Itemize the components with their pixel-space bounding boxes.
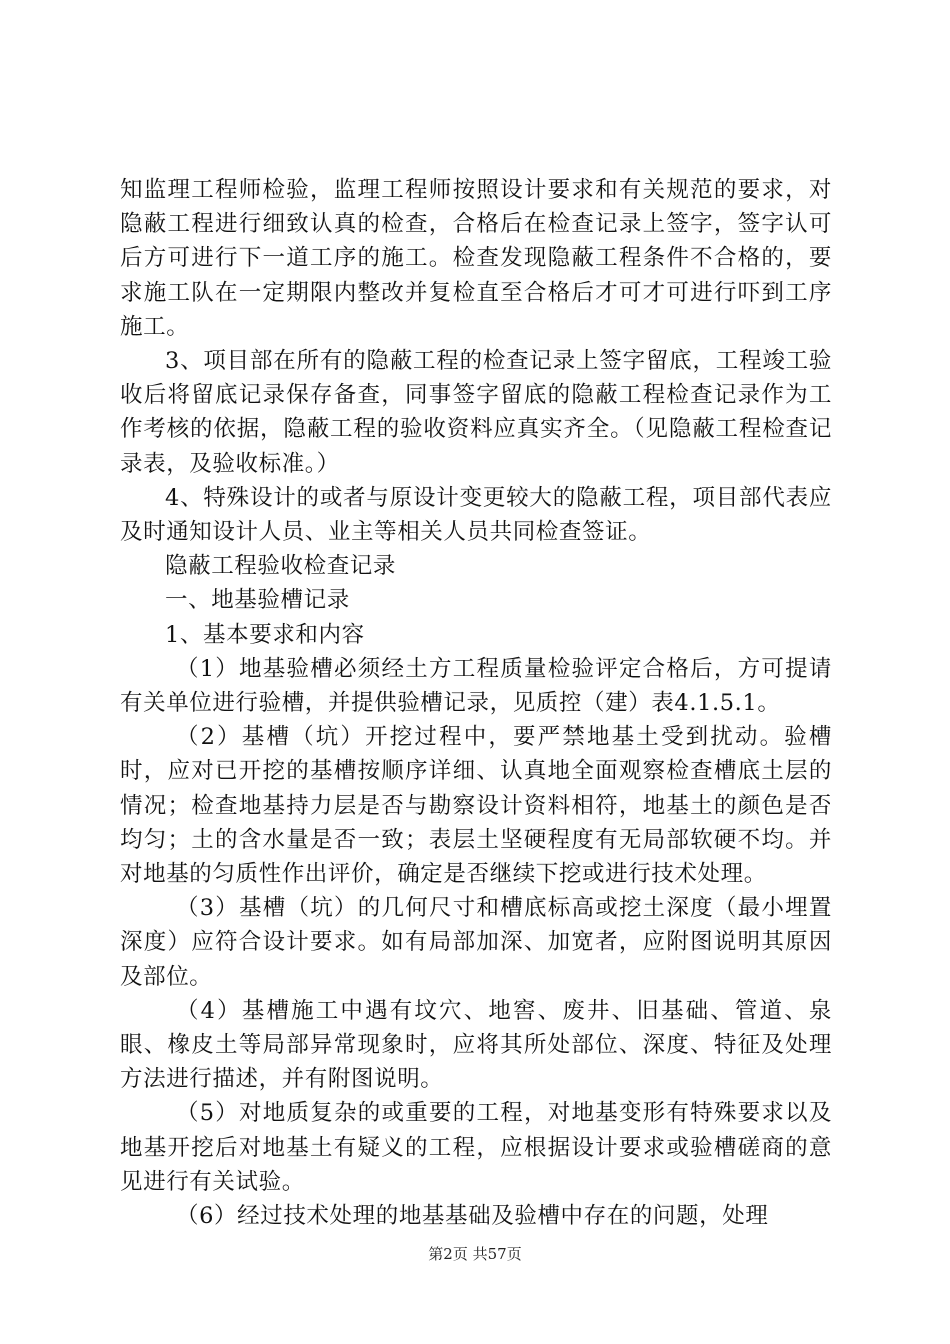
page-number-footer: 第2页 共57页 xyxy=(428,1245,522,1263)
paragraph-requirement-6: （6）经过技术处理的地基基础及验槽中存在的问题，处理 xyxy=(176,1203,769,1230)
paragraph-requirement-3: （3）基槽（坑）的几何尺寸和槽底标高或挖土深度（最小埋置深度）应符合设计要求。如有局部加深、加宽者，应附图说明其原因及部位。 xyxy=(120,895,832,990)
section-heading-concealed-work-record: 隐蔽工程验收检查记录 xyxy=(165,553,397,580)
document-body xyxy=(120,173,832,1233)
paragraph-requirement-5: （5）对地质复杂的或重要的工程，对地基变形有特殊要求以及地基开挖后对地基土有疑义的工程，应根据设计要求或验槽磋商的意见进行有关试验。 xyxy=(120,1100,832,1195)
section-heading-foundation-trench: 一、地基验槽记录 xyxy=(165,587,350,614)
paragraph-requirement-4: （4）基槽施工中遇有坟穴、地窖、废井、旧基础、管道、泉眼、橡皮土等局部异常现象时，应将其所处部位、深度、特征及处理方法进行描述，并有附图说明。 xyxy=(120,997,832,1093)
paragraph-item-3: 3、项目部在所有的隐蔽工程的检查记录上签字留底，工程竣工验收后将留底记录保存备查，同事签字留底的隐蔽工程检查记录作为工作考核的依据，隐蔽工程的验收资料应真实齐全。（见隐蔽工程检查记录表，及验收标准。） xyxy=(120,348,832,477)
paragraph-continued-inspection: 知监理工程师检验，监理工程师按照设计要求和有关规范的要求，对隐蔽工程进行细致认真的检查，合格后在检查记录上签字，签字认可后方可进行下一道工序的施工。检查发现隐蔽工程条件不合格的，要求施工队在一定期限内整改并复检直至合格后才可才可进行吓到工序施工。 xyxy=(120,177,832,340)
paragraph-item-4: 4、特殊设计的或者与原设计变更较大的隐蔽工程，项目部代表应及时通知设计人员、业主等相关人员共同检查签证。 xyxy=(120,484,832,546)
section-heading-basic-requirements: 1、基本要求和内容 xyxy=(165,621,365,648)
paragraph-requirement-2: （2）基槽（坑）开挖过程中，要严禁地基土受到扰动。验槽时，应对已开挖的基槽按顺序详细、认真地全面观察检查槽底土层的情况；检查地基持力层是否与勘察设计资料相符，地基土的颜色是否均匀；土的含水量是否一致；表层土坚硬程度有无局部软硬不均。并对地基的匀质性作出评价，确定是否继续下挖或进行技术处理。 xyxy=(120,724,832,888)
paragraph-requirement-1: （1）地基验槽必须经土方工程质量检验评定合格后，方可提请有关单位进行验槽，并提供验槽记录，见质控（建）表4.1.5.1。 xyxy=(120,655,832,717)
